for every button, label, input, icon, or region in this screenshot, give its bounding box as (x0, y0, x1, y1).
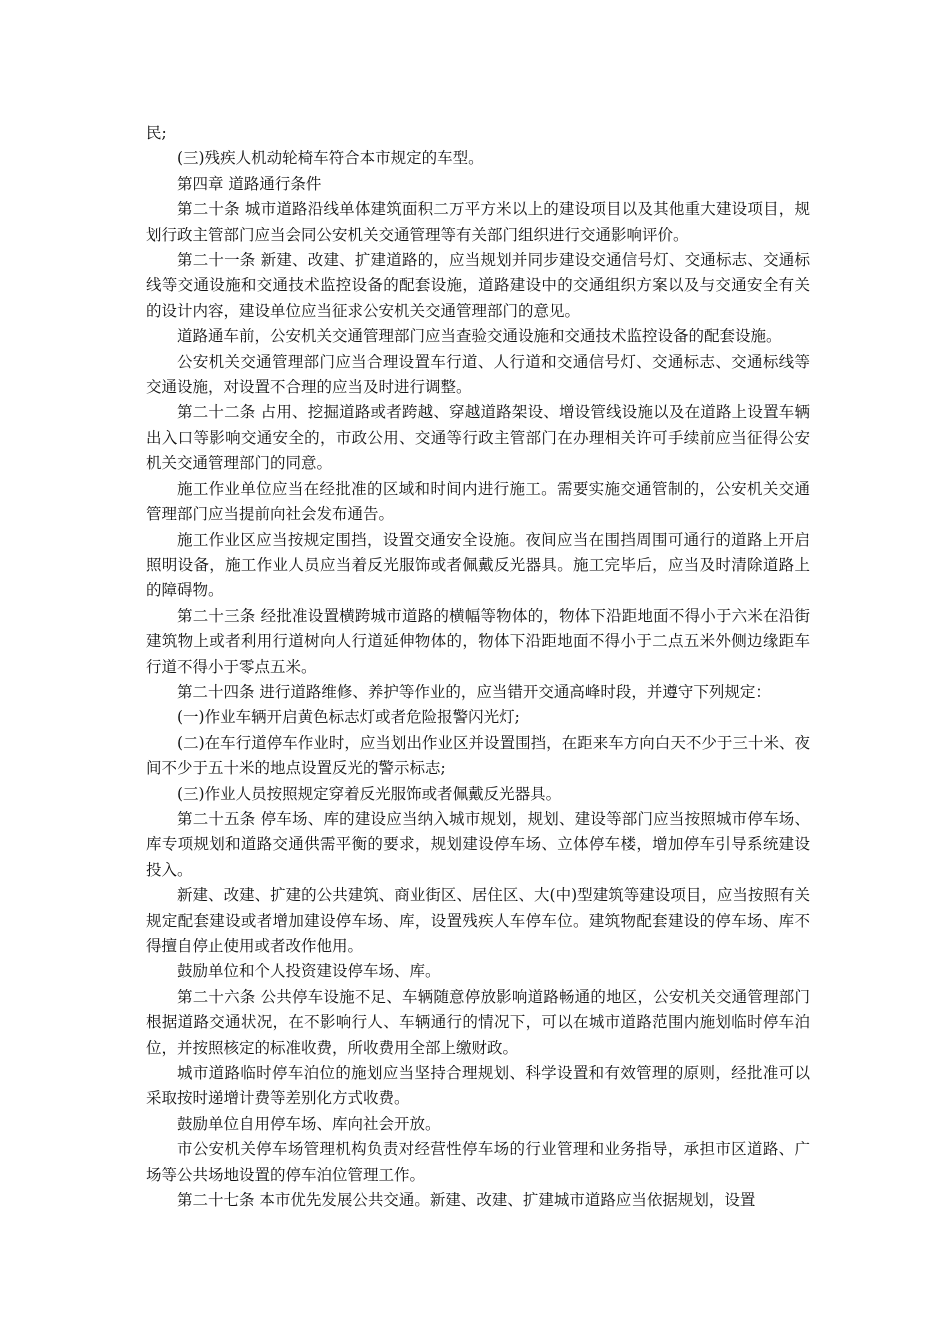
list-item: (三)作业人员按照规定穿着反光服饰或者佩戴反光器具。 (177, 784, 562, 803)
list-item: (一)作业车辆开启黄色标志灯或者危险报警闪光灯; (177, 708, 520, 727)
paragraph: (三)残疾人机动轮椅车符合本市规定的车型。 (177, 149, 484, 168)
article-26: 第二十六条 公共停车设施不足、车辆随意停放影响道路畅通的地区，公安机关交通管理部门根据道路交通状况，在不影响行人、车辆通行的情况下，可以在城市道路范围内施划临时停车泊位，并按照核定的标准收费，所收费用全部上缴财政。 (146, 987, 810, 1057)
article-22: 第二十二条 占用、挖掘道路或者跨越、穿越道路架设、增设管线设施以及在道路上设置车辆出入口等影响交通安全的，市政公用、交通等行政主管部门在办理相关许可手续前应当征得公安机关交通管理部门的同意。 (146, 403, 810, 473)
article-20: 第二十条 城市道路沿线单体建筑面积二万平方米以上的建设项目以及其他重大建设项目，规划行政主管部门应当会同公安机关交通管理等有关部门组织进行交通影响评价。 (146, 200, 810, 244)
chapter-heading: 第四章 道路通行条件 (177, 174, 322, 193)
paragraph: 新建、改建、扩建的公共建筑、商业街区、居住区、大(中)型建筑等建设项目，应当按照有关规定配套建设或者增加建设停车场、库，设置残疾人车停车位。建筑物配套建设的停车场、库不得擅自停止使用或者改作他用。 (146, 886, 810, 955)
paragraph: 道路通车前，公安机关交通管理部门应当查验交通设施和交通技术监控设备的配套设施。 (177, 327, 782, 346)
article-25: 第二十五条 停车场、库的建设应当纳入城市规划，规划、建设等部门应当按照城市停车场、库专项规划和道路交通供需平衡的要求，规划建设停车场、立体停车楼，增加停车引导系统建设投入。 (146, 809, 810, 879)
paragraph: 民; (146, 124, 167, 142)
paragraph: 施工作业区应当按规定围挡，设置交通安全设施。夜间应当在围挡周围可通行的道路上开启照明设备，施工作业人员应当着反光服饰或者佩戴反光器具。施工完毕后，应当及时清除道路上的障碍物。 (146, 530, 810, 600)
paragraph: 鼓励单位和个人投资建设停车场、库。 (177, 962, 441, 981)
document-body (146, 121, 810, 1213)
paragraph: 市公安机关停车场管理机构负责对经营性停车场的行业管理和业务指导，承担市区道路、广场等公共场地设置的停车泊位管理工作。 (146, 1140, 810, 1184)
paragraph: 城市道路临时停车泊位的施划应当坚持合理规划、科学设置和有效管理的原则，经批准可以采取按时递增计费等差别化方式收费。 (146, 1064, 810, 1108)
article-27: 第二十七条 本市优先发展公共交通。新建、改建、扩建城市道路应当依据规划，设置 (177, 1191, 756, 1210)
article-23: 第二十三条 经批准设置横跨城市道路的横幅等物体的，物体下沿距地面不得小于六米在沿街建筑物上或者利用行道树向人行道延伸物体的，物体下沿距地面不得小于二点五米外侧边缘距车行道不得小于零点五米。 (146, 606, 810, 676)
paragraph: 公安机关交通管理部门应当合理设置车行道、人行道和交通信号灯、交通标志、交通标线等交通设施，对设置不合理的应当及时进行调整。 (146, 352, 810, 397)
article-21: 第二十一条 新建、改建、扩建道路的，应当规划并同步建设交通信号灯、交通标志、交通标线等交通设施和交通技术监控设备的配套设施，道路建设中的交通组织方案以及与交通安全有关的设计内容，建设单位应当征求公安机关交通管理部门的意见。 (146, 251, 810, 320)
paragraph: 鼓励单位自用停车场、库向社会开放。 (177, 1114, 441, 1133)
list-item: (二)在车行道停车作业时，应当划出作业区并设置围挡，在距来车方向白天不少于三十米、夜间不少于五十米的地点设置反光的警示标志; (146, 733, 810, 778)
article-24: 第二十四条 进行道路维修、养护等作业的，应当错开交通高峰时段，并遵守下列规定： (177, 682, 771, 701)
paragraph: 施工作业单位应当在经批准的区域和时间内进行施工。需要实施交通管制的，公安机关交通管理部门应当提前向社会发布通告。 (146, 479, 810, 524)
